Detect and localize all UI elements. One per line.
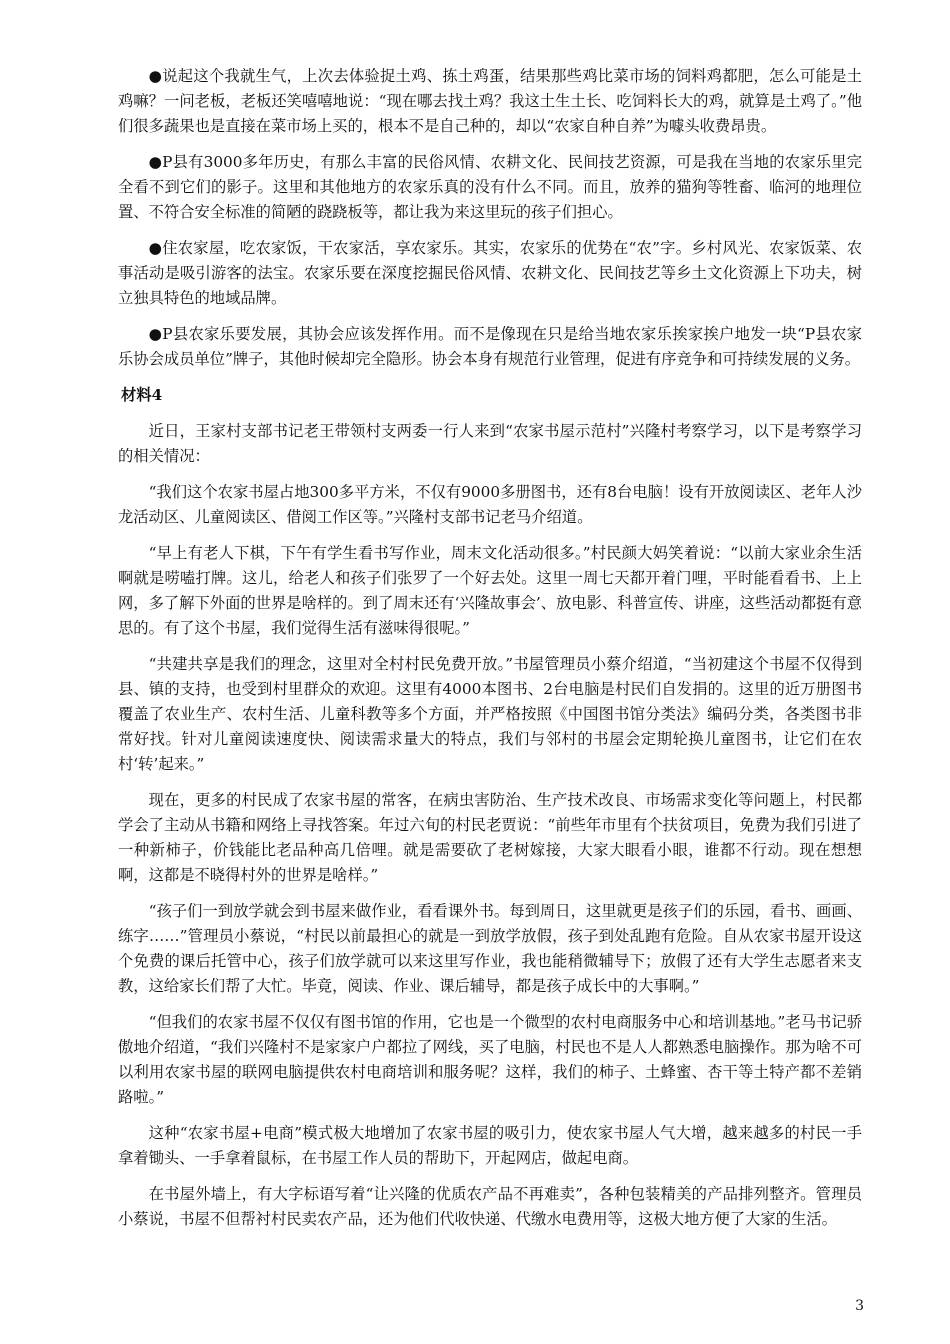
paragraph-material-1: 近日，王家村支部书记老王带领村支两委一行人来到“农家书屋示范村”兴隆村考察学习，以下是考察学习的相关情况： — [118, 422, 862, 465]
paragraph-material-3: “早上有老人下棋，下午有学生看书写作业，周末文化活动很多。”村民颜大妈笑着说：“以前大家业余生活啊就是唠嗑打牌。这儿，给老人和孩子们张罗了一个好去处。这里一周七天都开着门哩，平时能看看书、上上网，多了解下外面的世界是啥样的。到了周末还有‘兴隆故事会’、放电影、科普宣传、讲座，这些活动都挺有意思的。有了这个书屋，我们觉得生活有滋味得很呢。” — [118, 544, 862, 637]
document-body — [118, 64, 862, 1243]
paragraph-material-2: “我们这个农家书屋占地300多平方米，不仅有9000多册图书，还有8台电脑！设有开放阅读区、老年人沙龙活动区、儿童阅读区、借阅工作区等。”兴隆村支部书记老马介绍道。 — [118, 483, 862, 526]
paragraph-opinion-3: ●住农家屋，吃农家饭，干农家活，享农家乐。其实，农家乐的优势在“农”字。乡村风光、农家饭菜、农事活动是吸引游客的法宝。农家乐要在深度挖掘民俗风情、农耕文化、民间技艺等乡土文化资源上下功夫，树立独具特色的地域品牌。 — [118, 239, 862, 307]
paragraph-material-5: 现在，更多的村民成了农家书屋的常客，在病虫害防治、生产技术改良、市场需求变化等问题上，村民都学会了主动从书籍和网络上寻找答案。年过六旬的村民老贾说：“前些年市里有个扶贫项目，免费为我们引进了一种新柿子，价钱能比老品种高几倍哩。就是需要砍了老树嫁接，大家大眼看小眼，谁都不行动。现在想想啊，这都是不晓得村外的世界是啥样。” — [118, 791, 862, 884]
section-heading: 材料4 — [121, 386, 163, 404]
paragraph-opinion-1: ●说起这个我就生气，上次去体验捉土鸡、拣土鸡蛋，结果那些鸡比菜市场的饲料鸡都肥，怎么可能是土鸡嘛？一问老板，老板还笑嘻嘻地说：“现在哪去找土鸡？我这土生土长、吃饲料长大的鸡，就算是土鸡了。”他们很多蔬果也是直接在菜市场上买的，根本不是自己种的，却以“农家自种自养”为噱头收费昂贵。 — [118, 67, 862, 135]
paragraph-opinion-4: ●P县农家乐要发展，其协会应该发挥作用。而不是像现在只是给当地农家乐挨家挨户地发一块“P县农家乐协会成员单位”牌子，其他时候却完全隐形。协会本身有规范行业管理，促进有序竞争和可持续发展的义务。 — [118, 325, 862, 368]
page-number: 3 — [855, 1298, 864, 1314]
paragraph-material-6: “孩子们一到放学就会到书屋来做作业，看看课外书。每到周日，这里就更是孩子们的乐园，看书、画画、练字……”管理员小蔡说，“村民以前最担心的就是一到放学放假，孩子到处乱跑有危险。自从农家书屋开设这个免费的课后托管中心，孩子们放学就可以来这里写作业，我也能稍微辅导下；放假了还有大学生志愿者来支教，这给家长们帮了大忙。毕竟，阅读、作业、课后辅导，都是孩子成长中的大事啊。” — [118, 902, 862, 995]
paragraph-material-4: “共建共享是我们的理念，这里对全村村民免费开放。”书屋管理员小蔡介绍道，“当初建这个书屋不仅得到县、镇的支持，也受到村里群众的欢迎。这里有4000本图书、2台电脑是村民们自发捐的。这里的近万册图书覆盖了农业生产、农村生活、儿童科教等多个方面，并严格按照《中国图书馆分类法》编码分类，各类图书非常好找。针对儿童阅读速度快、阅读需求量大的特点，我们与邻村的书屋会定期轮换儿童图书，让它们在农村‘转’起来。” — [118, 655, 862, 773]
paragraph-opinion-2: ●P县有3000多年历史，有那么丰富的民俗风情、农耕文化、民间技艺资源，可是我在当地的农家乐里完全看不到它们的影子。这里和其他地方的农家乐真的没有什么不同。而且，放养的猫狗等牲畜、临河的地理位置、不符合安全标准的简陋的跷跷板等，都让我为来这里玩的孩子们担心。 — [118, 153, 862, 221]
paragraph-material-7: “但我们的农家书屋不仅仅有图书馆的作用，它也是一个微型的农村电商服务中心和培训基地。”老马书记骄傲地介绍道，“我们兴隆村不是家家户户都拉了网线，买了电脑，村民也不是人人都熟悉电脑操作。那为啥不可以利用农家书屋的联网电脑提供农村电商培训和服务呢？这样，我们的柿子、土蜂蜜、杏干等土特产都不差销路啦。” — [118, 1013, 862, 1106]
paragraph-material-9: 在书屋外墙上，有大字标语写着“让兴隆的优质农产品不再难卖”，各种包装精美的产品排列整齐。管理员小蔡说，书屋不但帮衬村民卖农产品，还为他们代收快递、代缴水电费用等，这极大地方便了大家的生活。 — [118, 1185, 862, 1228]
paragraph-material-8: 这种“农家书屋+电商”模式极大地增加了农家书屋的吸引力，使农家书屋人气大增，越来越多的村民一手拿着锄头、一手拿着鼠标，在书屋工作人员的帮助下，开起网店，做起电商。 — [118, 1124, 862, 1167]
